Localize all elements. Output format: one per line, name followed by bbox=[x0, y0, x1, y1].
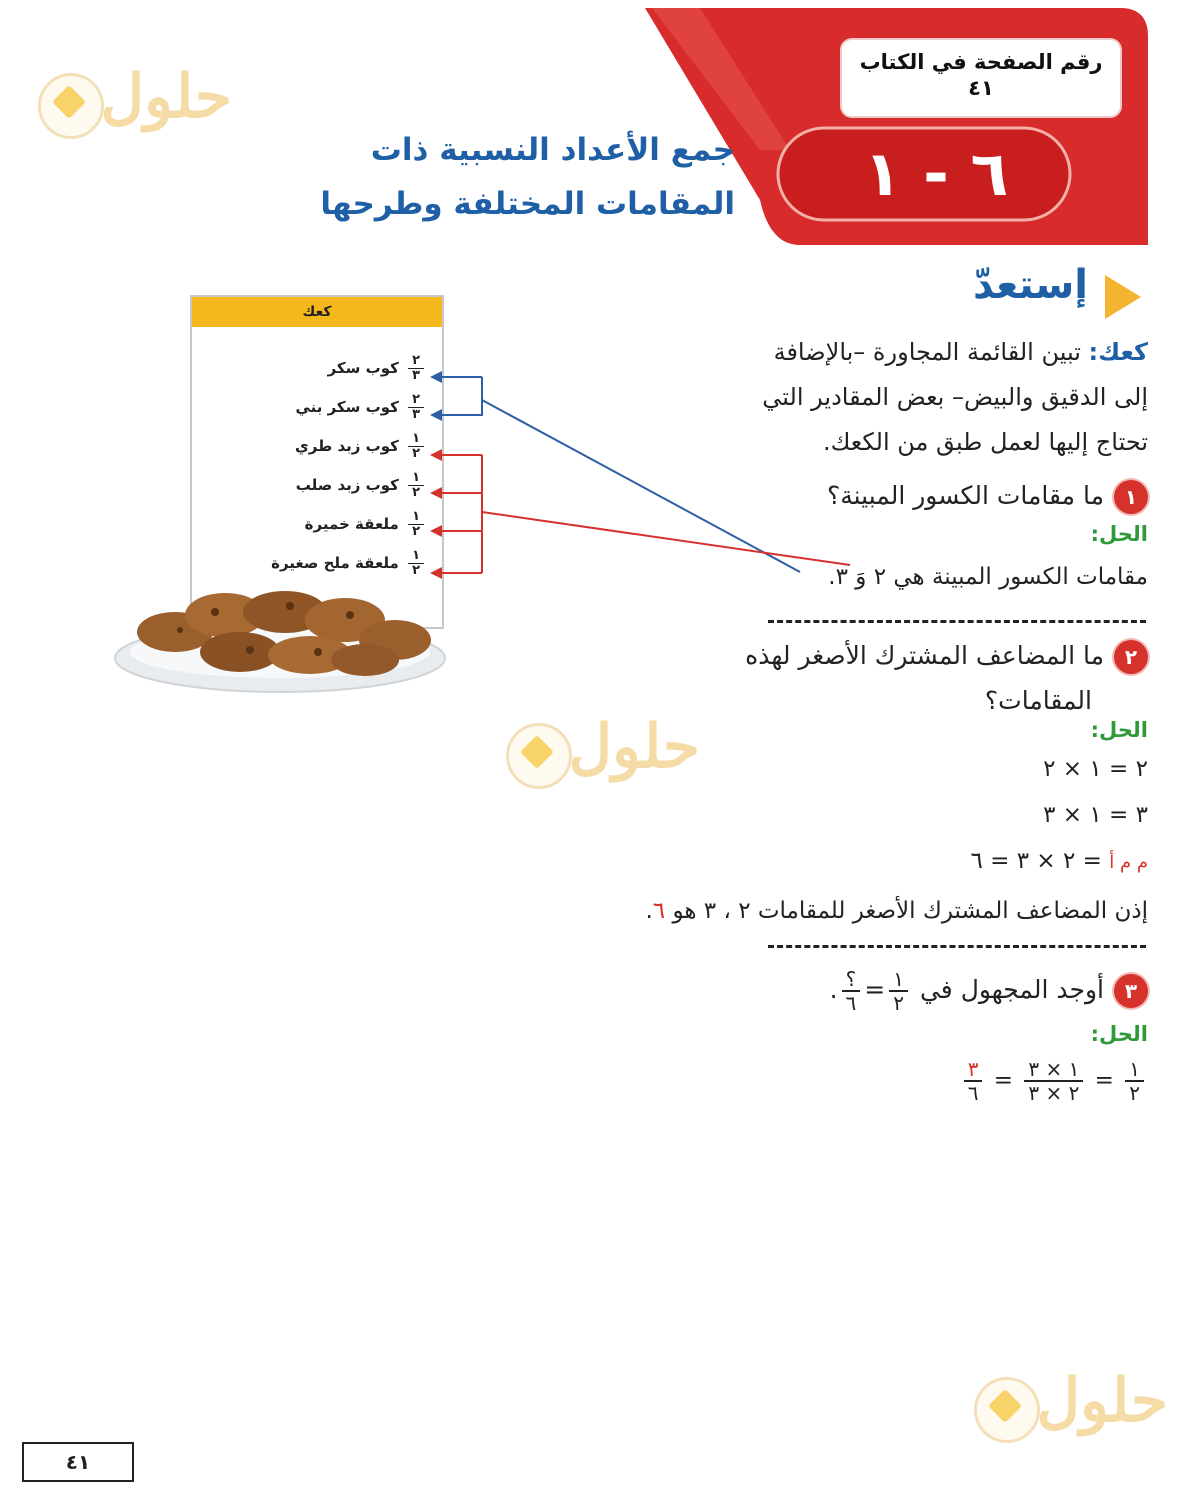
q1-answer: مقامات الكسور المبينة هي ٢ وَ ٣. bbox=[828, 564, 1148, 590]
lesson-title-line1: جمع الأعداد النسبية ذات bbox=[370, 132, 735, 168]
conclusion-end: . bbox=[645, 898, 653, 924]
recipe-item-label: ملعقة ملح صغيرة bbox=[271, 554, 399, 572]
fraction bbox=[842, 968, 861, 1014]
recipe-item bbox=[305, 510, 428, 539]
numerator: ؟ bbox=[845, 967, 857, 991]
book-page-box bbox=[840, 38, 1122, 118]
numerator: ١ bbox=[412, 431, 420, 446]
watermark-text: حلول bbox=[100, 62, 232, 132]
recipe-item-label: كوب سكر بني bbox=[295, 398, 399, 416]
denominator: ٣ bbox=[412, 368, 420, 383]
divider bbox=[768, 620, 1146, 623]
red-arrows bbox=[435, 455, 850, 573]
q2-step: ٣ = ١ × ٣ bbox=[1043, 802, 1148, 828]
conclusion-value: ٦ bbox=[652, 898, 666, 924]
denominator: ٢ bbox=[412, 563, 420, 578]
intro-keyword: كعك: bbox=[1088, 338, 1148, 366]
solution-label: الحل: bbox=[1090, 522, 1148, 546]
question-number-badge: ١ bbox=[1114, 480, 1148, 514]
q2-step: ٢ = ١ × ٢ bbox=[1043, 756, 1148, 782]
lcm-abbreviation: م م أ bbox=[1109, 852, 1148, 873]
watermark-emblem-icon bbox=[506, 723, 572, 789]
fraction bbox=[408, 471, 424, 500]
question-3: ٣أوجد المجهول في $\frac{١}{٢}$ = $\frac{؟}{٦}$ . bbox=[830, 968, 1148, 1014]
fraction bbox=[889, 968, 908, 1014]
book-page-label: رقم الصفحة في الكتاب bbox=[859, 50, 1103, 74]
recipe-card-title: كعك bbox=[192, 297, 442, 327]
numerator: ٢ bbox=[412, 392, 420, 407]
intro-line: تحتاج إليها لعمل طبق من الكعك. bbox=[822, 428, 1148, 456]
denominator: ٦ bbox=[967, 1081, 979, 1105]
recipe-item bbox=[295, 432, 428, 461]
denominator: ٢ bbox=[1129, 1081, 1140, 1105]
recipe-item bbox=[295, 393, 428, 422]
numerator: ١ bbox=[893, 967, 904, 991]
recipe-item-label: كوب زبد صلب bbox=[295, 476, 399, 494]
recipe-item-label: كوب زبد طري bbox=[295, 437, 399, 455]
page-number-footer: ٤١ bbox=[22, 1442, 134, 1482]
fraction bbox=[408, 432, 424, 461]
question-text: أوجد المجهول في bbox=[919, 975, 1104, 1004]
denominator: ٢ × ٣ bbox=[1028, 1081, 1080, 1105]
denominator: ٢ bbox=[412, 446, 420, 461]
solution-label: الحل: bbox=[1090, 1022, 1148, 1046]
question-text-continued: المقامات؟ bbox=[984, 686, 1092, 715]
numerator: ١ bbox=[412, 548, 420, 563]
denominator: ٢ bbox=[412, 524, 420, 539]
fraction bbox=[408, 510, 424, 539]
section-arrow-icon bbox=[1105, 275, 1141, 319]
divider bbox=[768, 945, 1146, 948]
denominator: ٣ bbox=[412, 407, 420, 422]
question-number-badge: ٣ bbox=[1114, 974, 1148, 1008]
recipe-item-label: كوب سكر bbox=[327, 359, 399, 377]
numerator: ١ bbox=[412, 509, 420, 524]
numerator: ١ bbox=[412, 470, 420, 485]
intro-paragraph bbox=[548, 330, 1148, 465]
fraction bbox=[964, 1058, 983, 1104]
book-page-number: ٤١ bbox=[968, 76, 994, 100]
question-text: ما المضاعف المشترك الأصغر لهذه bbox=[745, 641, 1104, 670]
intro-line: إلى الدقيق والبيض– بعض المقادير التي bbox=[762, 383, 1148, 411]
question-number-badge: ٢ bbox=[1114, 640, 1148, 674]
watermark-text: حلول bbox=[568, 712, 700, 782]
watermark-logo bbox=[490, 712, 700, 798]
watermark-logo bbox=[958, 1366, 1168, 1452]
denominator: ٢ bbox=[893, 991, 904, 1015]
q3-solution: $\frac{١}{٢}$ = $\frac{١ \times ٣}{٢ \times ٣}$ = $\frac{٣}{٦}$ bbox=[960, 1058, 1148, 1104]
numerator: ١ × ٣ bbox=[1028, 1057, 1080, 1081]
watermark-text: حلول bbox=[1036, 1366, 1168, 1436]
q2-conclusion bbox=[645, 898, 1148, 924]
denominator: ٢ bbox=[412, 485, 420, 500]
lesson-number: ٦ - ١ bbox=[863, 137, 1009, 210]
recipe-item bbox=[296, 471, 428, 500]
fraction bbox=[408, 393, 424, 422]
recipe-item bbox=[328, 354, 428, 383]
conclusion-text: إذن المضاعف المشترك الأصغر للمقامات ٢ ، ٣ هو bbox=[672, 898, 1148, 924]
recipe-card bbox=[190, 295, 444, 629]
watermark-emblem-icon bbox=[38, 73, 104, 139]
numerator: ٢ bbox=[412, 353, 420, 368]
intro-line: تبين القائمة المجاورة –بالإضافة bbox=[773, 338, 1081, 366]
watermark-emblem-icon bbox=[974, 1377, 1040, 1443]
lesson-title-line2: المقامات المختلفة وطرحها bbox=[320, 186, 735, 222]
fraction bbox=[1125, 1058, 1144, 1104]
section-title: إستعدّ bbox=[972, 262, 1088, 308]
question-1 bbox=[827, 480, 1148, 514]
q2-step bbox=[970, 848, 1148, 874]
solution-label: الحل: bbox=[1090, 718, 1148, 742]
fraction bbox=[408, 549, 424, 578]
recipe-item-label: ملعقة خميرة bbox=[304, 515, 399, 533]
question-2 bbox=[745, 640, 1148, 674]
recipe-item bbox=[271, 549, 428, 578]
numerator: ١ bbox=[1129, 1057, 1140, 1081]
fraction bbox=[408, 354, 424, 383]
fraction bbox=[1024, 1058, 1083, 1104]
lcm-calculation: = ٢ × ٣ = ٦ bbox=[970, 848, 1102, 874]
watermark-logo bbox=[22, 62, 232, 148]
denominator: ٦ bbox=[845, 991, 857, 1015]
question-text: ما مقامات الكسور المبينة؟ bbox=[826, 481, 1104, 510]
numerator: ٣ bbox=[967, 1057, 979, 1081]
